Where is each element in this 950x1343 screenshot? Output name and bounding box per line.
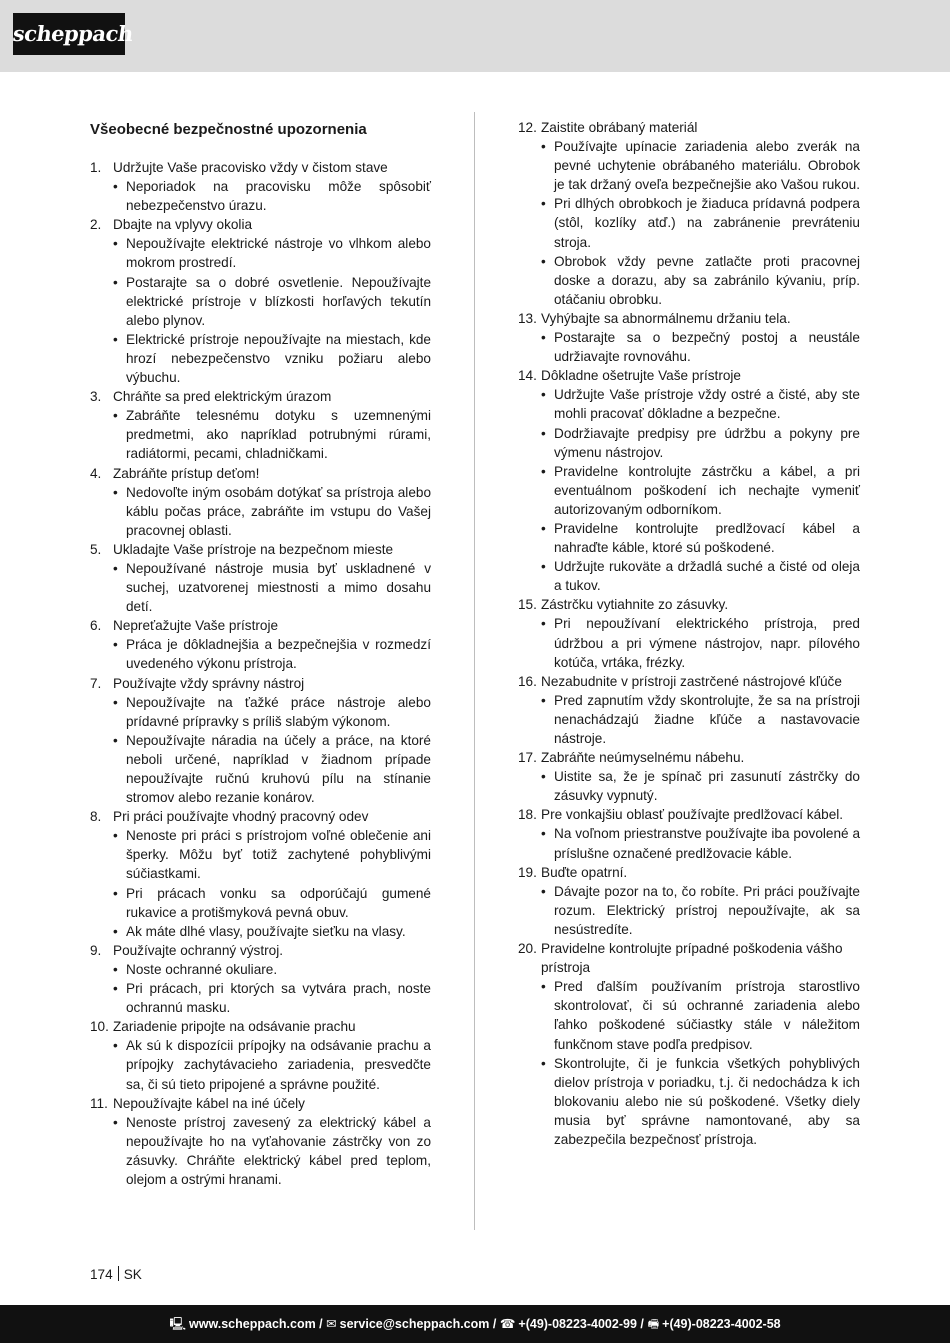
- bullet-list: [541, 767, 860, 805]
- bullet-item: [113, 826, 431, 883]
- bullet-list: [113, 635, 431, 673]
- item-heading: Používajte ochranný výstroj.: [113, 942, 284, 958]
- bullet-list: [113, 826, 431, 941]
- bullet-text: Uistite sa, že je spínač pri zasunutí zástrčky do zásuvky vypnutý.: [554, 769, 860, 804]
- item-heading: Buďte opatrní.: [541, 864, 628, 880]
- bullet-item: [113, 1036, 431, 1093]
- bullet-icon: •: [541, 425, 546, 441]
- bullet-item: [113, 960, 431, 979]
- item-heading: Nezabudnite v prístroji zastrčené nástrojové kľúče: [541, 673, 842, 689]
- bullet-item: [541, 824, 860, 862]
- bullet-item: [113, 635, 431, 673]
- bullet-text: Zabráňte telesnému dotyku s uzemnenými predmetmi, ako napríklad potrubnými rúrami, radiátormi, pecami, chladničkami.: [126, 408, 431, 462]
- item-heading: Zariadenie pripojte na odsávanie prachu: [113, 1019, 356, 1035]
- bullet-item: [113, 234, 431, 272]
- left-column: [90, 118, 431, 1189]
- list-item: [90, 1017, 431, 1093]
- bullet-item: [113, 693, 431, 731]
- list-item: [518, 366, 860, 595]
- list-item: [518, 863, 860, 939]
- item-heading: Dôkladne ošetrujte Vaše prístroje: [541, 368, 741, 384]
- bullet-list: [541, 137, 860, 309]
- item-number: 8.: [90, 809, 102, 825]
- bullet-text: Nepoužívajte elektrické nástroje vo vlhkom alebo mokrom prostredí.: [126, 236, 431, 271]
- bullet-item: [541, 252, 860, 309]
- bullet-text: Pravidelne kontrolujte zástrčku a kábel, a pri eventuálnom poškodení ich nechajte vymeniť autorizovaným odborníkom.: [554, 463, 860, 517]
- bullet-list: [541, 691, 860, 748]
- bullet-icon: •: [541, 616, 546, 632]
- item-heading: Ukladajte Vaše prístroje na bezpečnom mieste: [113, 541, 394, 557]
- bullet-text: Dávajte pozor na to, čo robíte. Pri práci používajte rozum. Elektrický prístroj nepoužívajte, ak sa nesústredíte.: [554, 883, 860, 937]
- bullet-item: [113, 273, 431, 330]
- item-number: 2.: [90, 217, 102, 233]
- item-number: 18.: [518, 807, 537, 823]
- bullet-list: [541, 882, 860, 939]
- fax-icon: 🖷: [647, 1317, 660, 1331]
- bullet-item: [541, 1054, 860, 1149]
- bullet-item: [113, 330, 431, 387]
- bullet-list: [541, 614, 860, 671]
- bullet-item: [541, 462, 860, 519]
- phone-icon: ☎: [499, 1317, 516, 1331]
- item-heading: Dbajte na vplyvy okolia: [113, 217, 253, 233]
- bullet-text: Pri prácach vonku sa odporúčajú gumené rukavice a protišmyková pevná obuv.: [126, 885, 431, 920]
- scheppach-logo: scheppach: [13, 13, 125, 55]
- item-heading: Pre vonkajšiu oblasť používajte predlžovací kábel.: [541, 807, 844, 823]
- list-item: [90, 807, 431, 941]
- list-item: [518, 309, 860, 366]
- bullet-text: Postarajte sa o bezpečný postoj a neustále udržiavajte rovnováhu.: [554, 330, 860, 365]
- bullet-list: [113, 234, 431, 387]
- bullet-item: [113, 177, 431, 215]
- bullet-icon: •: [541, 826, 546, 842]
- bullet-list: [113, 960, 431, 1017]
- bullet-icon: •: [541, 387, 546, 403]
- bullet-icon: •: [113, 828, 118, 844]
- bullet-item: [541, 557, 860, 595]
- bullet-text: Ak máte dlhé vlasy, používajte sieťku na vlasy.: [126, 923, 406, 939]
- bullet-list: [541, 385, 860, 595]
- bullet-item: [541, 691, 860, 748]
- bullet-text: Pri dlhých obrobkoch je žiaduca prídavná podpera (stôl, kozlíky atď.) na zabránenie prevráteniu stroja.: [554, 196, 860, 250]
- bullet-text: Nenoste pri práci s prístrojom voľné oblečenie ani šperky. Môžu byť totiž zachytené pohyblivými súčiastkami.: [126, 828, 431, 882]
- item-number: 15.: [518, 597, 537, 613]
- bullet-text: Obrobok vždy pevne zatlačte proti pracovnej doske a dorazu, aby sa zabránilo kývaniu, príp. otáčaniu obrobku.: [554, 253, 860, 307]
- bullet-icon: •: [541, 139, 546, 155]
- bullet-item: [113, 1113, 431, 1189]
- item-number: 14.: [518, 368, 537, 384]
- bullet-text: Práca je dôkladnejšia a bezpečnejšia v rozmedzí uvedeného výkonu prístroja.: [126, 637, 431, 672]
- list-item: [518, 118, 860, 309]
- bullet-text: Udržujte Vaše prístroje vždy ostré a čisté, aby ste mohli pracovať dôkladne a bezpečne.: [554, 387, 860, 422]
- bullet-item: [541, 385, 860, 423]
- bullet-icon: •: [541, 979, 546, 995]
- bullet-icon: •: [113, 331, 118, 347]
- bullet-list: [113, 559, 431, 616]
- bullet-list: [113, 1113, 431, 1189]
- item-heading: Pravidelne kontrolujte prípadné poškodenia vášho prístroja: [541, 941, 843, 976]
- bullet-icon: •: [113, 179, 118, 195]
- item-number: 6.: [90, 618, 102, 634]
- list-item: [518, 595, 860, 671]
- list-item: [90, 215, 431, 387]
- bullet-icon: •: [541, 520, 546, 536]
- footer-separator: [118, 1266, 119, 1281]
- bullet-icon: •: [541, 1055, 546, 1071]
- item-heading: Nepoužívajte kábel na iné účely: [113, 1095, 305, 1111]
- list-item: [90, 616, 431, 673]
- bullet-icon: •: [113, 637, 118, 653]
- bullet-list: [541, 977, 860, 1149]
- bullet-icon: •: [113, 981, 118, 997]
- item-heading: Pri práci používajte vhodný pracovný odev: [113, 809, 369, 825]
- item-number: 10.: [90, 1019, 109, 1035]
- bullet-icon: •: [541, 253, 546, 269]
- bullet-list: [541, 824, 860, 862]
- item-number: 11.: [90, 1095, 108, 1111]
- bullet-icon: •: [113, 923, 118, 939]
- list-item: [90, 464, 431, 540]
- safety-list-left: [90, 158, 431, 1189]
- bullet-icon: •: [113, 694, 118, 710]
- bullet-icon: •: [113, 1114, 118, 1130]
- item-number: 13.: [518, 310, 537, 326]
- bullet-icon: •: [541, 559, 546, 575]
- email-link[interactable]: service@scheppach.com /: [339, 1317, 497, 1331]
- list-item: [518, 939, 860, 1149]
- bullet-item: [541, 328, 860, 366]
- bullet-text: Ak sú k dispozícii prípojky na odsávanie prachu a prípojky zachytávacieho zariadenia, presvedčte sa, či sú tieto pripojené a správne použité.: [126, 1038, 431, 1092]
- list-item: [518, 672, 860, 748]
- language-code: SK: [123, 1267, 142, 1282]
- bullet-icon: •: [541, 769, 546, 785]
- item-heading: Používajte vždy správny nástroj: [113, 675, 305, 691]
- bullet-list: [113, 406, 431, 463]
- bullet-item: [541, 882, 860, 939]
- bullet-text: Dodržiavajte predpisy pre údržbu a pokyny pre výmenu nástrojov.: [554, 425, 860, 460]
- item-number: 1.: [90, 160, 102, 175]
- bullet-icon: •: [113, 885, 118, 901]
- bullet-text: Pred ďalším používaním prístroja starostlivo skontrolovať, či sú ochranné zariadenia alebo ľahko poškodené súčiastky stále v náležitom funkčnom stave podľa predpisov.: [554, 979, 860, 1052]
- bullet-item: [541, 519, 860, 557]
- item-number: 5.: [90, 541, 102, 557]
- item-number: 9.: [90, 942, 102, 958]
- bullet-icon: •: [113, 484, 118, 500]
- bullet-text: Nepoužívajte na ťažké práce nástroje alebo prídavné prípravky s príliš slabým výkonom.: [126, 694, 431, 729]
- item-heading: Vyhýbajte sa abnormálnemu držaniu tela.: [541, 310, 791, 326]
- bullet-text: Postarajte sa o dobré osvetlenie. Nepoužívajte elektrické prístroje v blízkosti horľavých tekutín alebo plynov.: [126, 274, 431, 328]
- bullet-icon: •: [113, 1038, 118, 1054]
- bullet-item: [113, 884, 431, 922]
- bullet-list: [113, 1036, 431, 1093]
- bullet-icon: •: [113, 408, 118, 424]
- item-heading: Zabráňte prístup deťom!: [113, 465, 260, 481]
- phone-number: +(49)-08223-4002-99 /: [518, 1317, 644, 1331]
- bullet-icon: •: [541, 330, 546, 346]
- bullet-item: [541, 137, 860, 194]
- item-heading: Zástrčku vytiahnite zo zásuvky.: [541, 597, 729, 613]
- item-heading: Zaistite obrábaný materiál: [541, 120, 698, 135]
- bullet-icon: •: [113, 236, 118, 252]
- bullet-text: Pri prácach, pri ktorých sa vytvára prach, noste ochrannú masku.: [126, 981, 431, 1016]
- list-item: [90, 674, 431, 808]
- item-heading: Udržujte Vaše pracovisko vždy v čistom stave: [113, 160, 388, 175]
- bullet-icon: •: [541, 883, 546, 899]
- bullet-list: [113, 483, 431, 540]
- bullet-item: [541, 614, 860, 671]
- list-item: [518, 748, 860, 805]
- bullet-text: Pravidelne kontrolujte predlžovací kábel a nahraďte káble, ktoré sú poškodené.: [554, 520, 860, 556]
- bullet-icon: •: [113, 560, 118, 576]
- bullet-icon: •: [113, 961, 118, 977]
- bullet-icon: •: [541, 692, 546, 708]
- item-number: 20.: [518, 941, 537, 957]
- item-heading: Chráňte sa pred elektrickým úrazom: [113, 389, 332, 405]
- bullet-icon: •: [113, 274, 118, 290]
- bullet-text: Na voľnom priestranstve používajte iba povolené a príslušne označené predlžovacie káble.: [554, 826, 860, 861]
- item-heading: Nepreťažujte Vaše prístroje: [113, 618, 279, 634]
- item-number: 19.: [518, 864, 537, 880]
- right-column: [518, 118, 860, 1149]
- bullet-text: Udržujte rukoväte a držadlá suché a čisté od oleja a tukov.: [554, 559, 860, 594]
- header-bar: [0, 0, 950, 72]
- item-number: 7.: [90, 675, 102, 691]
- bullet-item: [541, 977, 860, 1053]
- bullet-item: [113, 731, 431, 807]
- contact-bar: [0, 1305, 950, 1343]
- bullet-icon: •: [541, 196, 546, 212]
- safety-list-right: [518, 118, 860, 1149]
- page-footer: [90, 1266, 142, 1282]
- bullet-item: [541, 767, 860, 805]
- bullet-text: Používajte upínacie zariadenia alebo zverák na pevné uchytenie obrábaného materiálu. Obrobok je tak držaný oveľa bezpečnejšie ako Vašou rukou.: [554, 139, 860, 193]
- list-item: [90, 158, 431, 215]
- item-number: 16.: [518, 673, 537, 689]
- item-number: 4.: [90, 465, 102, 481]
- bullet-text: Neporiadok na pracovisku môže spôsobiť nebezpečenstvo úrazu.: [126, 179, 431, 214]
- list-item: [90, 941, 431, 1017]
- bullet-text: Nepoužívané nástroje musia byť uskladnené v suchej, uzatvorenej miestnosti a mimo dosahu detí.: [126, 560, 431, 615]
- item-heading: Zabráňte neúmyselnému nábehu.: [541, 750, 745, 766]
- bullet-text: Skontrolujte, či je funkcia všetkých pohyblivých dielov prístroja v poriadku, t.j. či nedochádza k ich blokovaniu alebo nie sú poškodené. Všetky diely musia byť správne namontované, aby sa zabezpečila bezpečnosť prístroja.: [554, 1055, 860, 1147]
- page-number: 174: [90, 1267, 113, 1282]
- bullet-text: Nepoužívajte náradia na účely a práce, na ktoré neboli určené, napríklad v žiadnom prípade nepoužívajte ručnú kruhovú pílu na stínanie stromov alebo rezanie konárov.: [126, 732, 431, 806]
- bullet-item: [541, 194, 860, 251]
- bullet-item: [113, 559, 431, 616]
- website-link[interactable]: www.scheppach.com /: [189, 1317, 323, 1331]
- list-item: [90, 387, 431, 463]
- list-item: [90, 1094, 431, 1189]
- bullet-text: Nenoste prístroj zavesený za elektrický kábel a nepoužívajte ho na vyťahovanie zástrčky von zo zásuvky. Chráňte elektrický kábel pred teplom, olejom a ostrými hranami.: [126, 1114, 431, 1187]
- bullet-item: [113, 979, 431, 1017]
- bullet-list: [113, 177, 431, 215]
- bullet-item: [113, 483, 431, 540]
- item-number: 17.: [518, 750, 537, 766]
- bullet-item: [541, 424, 860, 462]
- bullet-text: Pred zapnutím vždy skontrolujte, že sa na prístroji nenachádzajú žiadne kľúče a nastavovacie nástroje.: [554, 692, 860, 746]
- page-title: Všeobecné bezpečnostné upozornenia: [90, 121, 367, 138]
- bullet-icon: •: [541, 463, 546, 479]
- column-divider: [474, 112, 475, 1230]
- item-number: 12.: [518, 120, 537, 135]
- item-number: 3.: [90, 389, 102, 405]
- bullet-text: Pri nepoužívaní elektrického prístroja, pred údržbou a pri výmene nástrojov, napr. pílového kotúča, vrtáka, frézky.: [554, 616, 860, 670]
- bullet-item: [113, 922, 431, 941]
- bullet-list: [113, 693, 431, 808]
- list-item: [90, 540, 431, 616]
- list-item: [518, 805, 860, 862]
- bullet-text: Elektrické prístroje nepoužívajte na miestach, kde hrozí nebezpečenstvo vzniku požiaru alebo výbuchu.: [126, 331, 431, 386]
- computer-icon: 🖳: [169, 1317, 187, 1331]
- fax-number: +(49)-08223-4002-58: [662, 1317, 781, 1331]
- bullet-text: Nedovoľte iným osobám dotýkať sa prístroja alebo káblu počas práce, zabráňte im vstupu do Vašej pracovnej oblasti.: [126, 484, 431, 538]
- mail-icon: ✉: [326, 1317, 337, 1331]
- bullet-list: [541, 328, 860, 366]
- bullet-text: Noste ochranné okuliare.: [126, 961, 278, 977]
- bullet-icon: •: [113, 732, 118, 748]
- bullet-item: [113, 406, 431, 463]
